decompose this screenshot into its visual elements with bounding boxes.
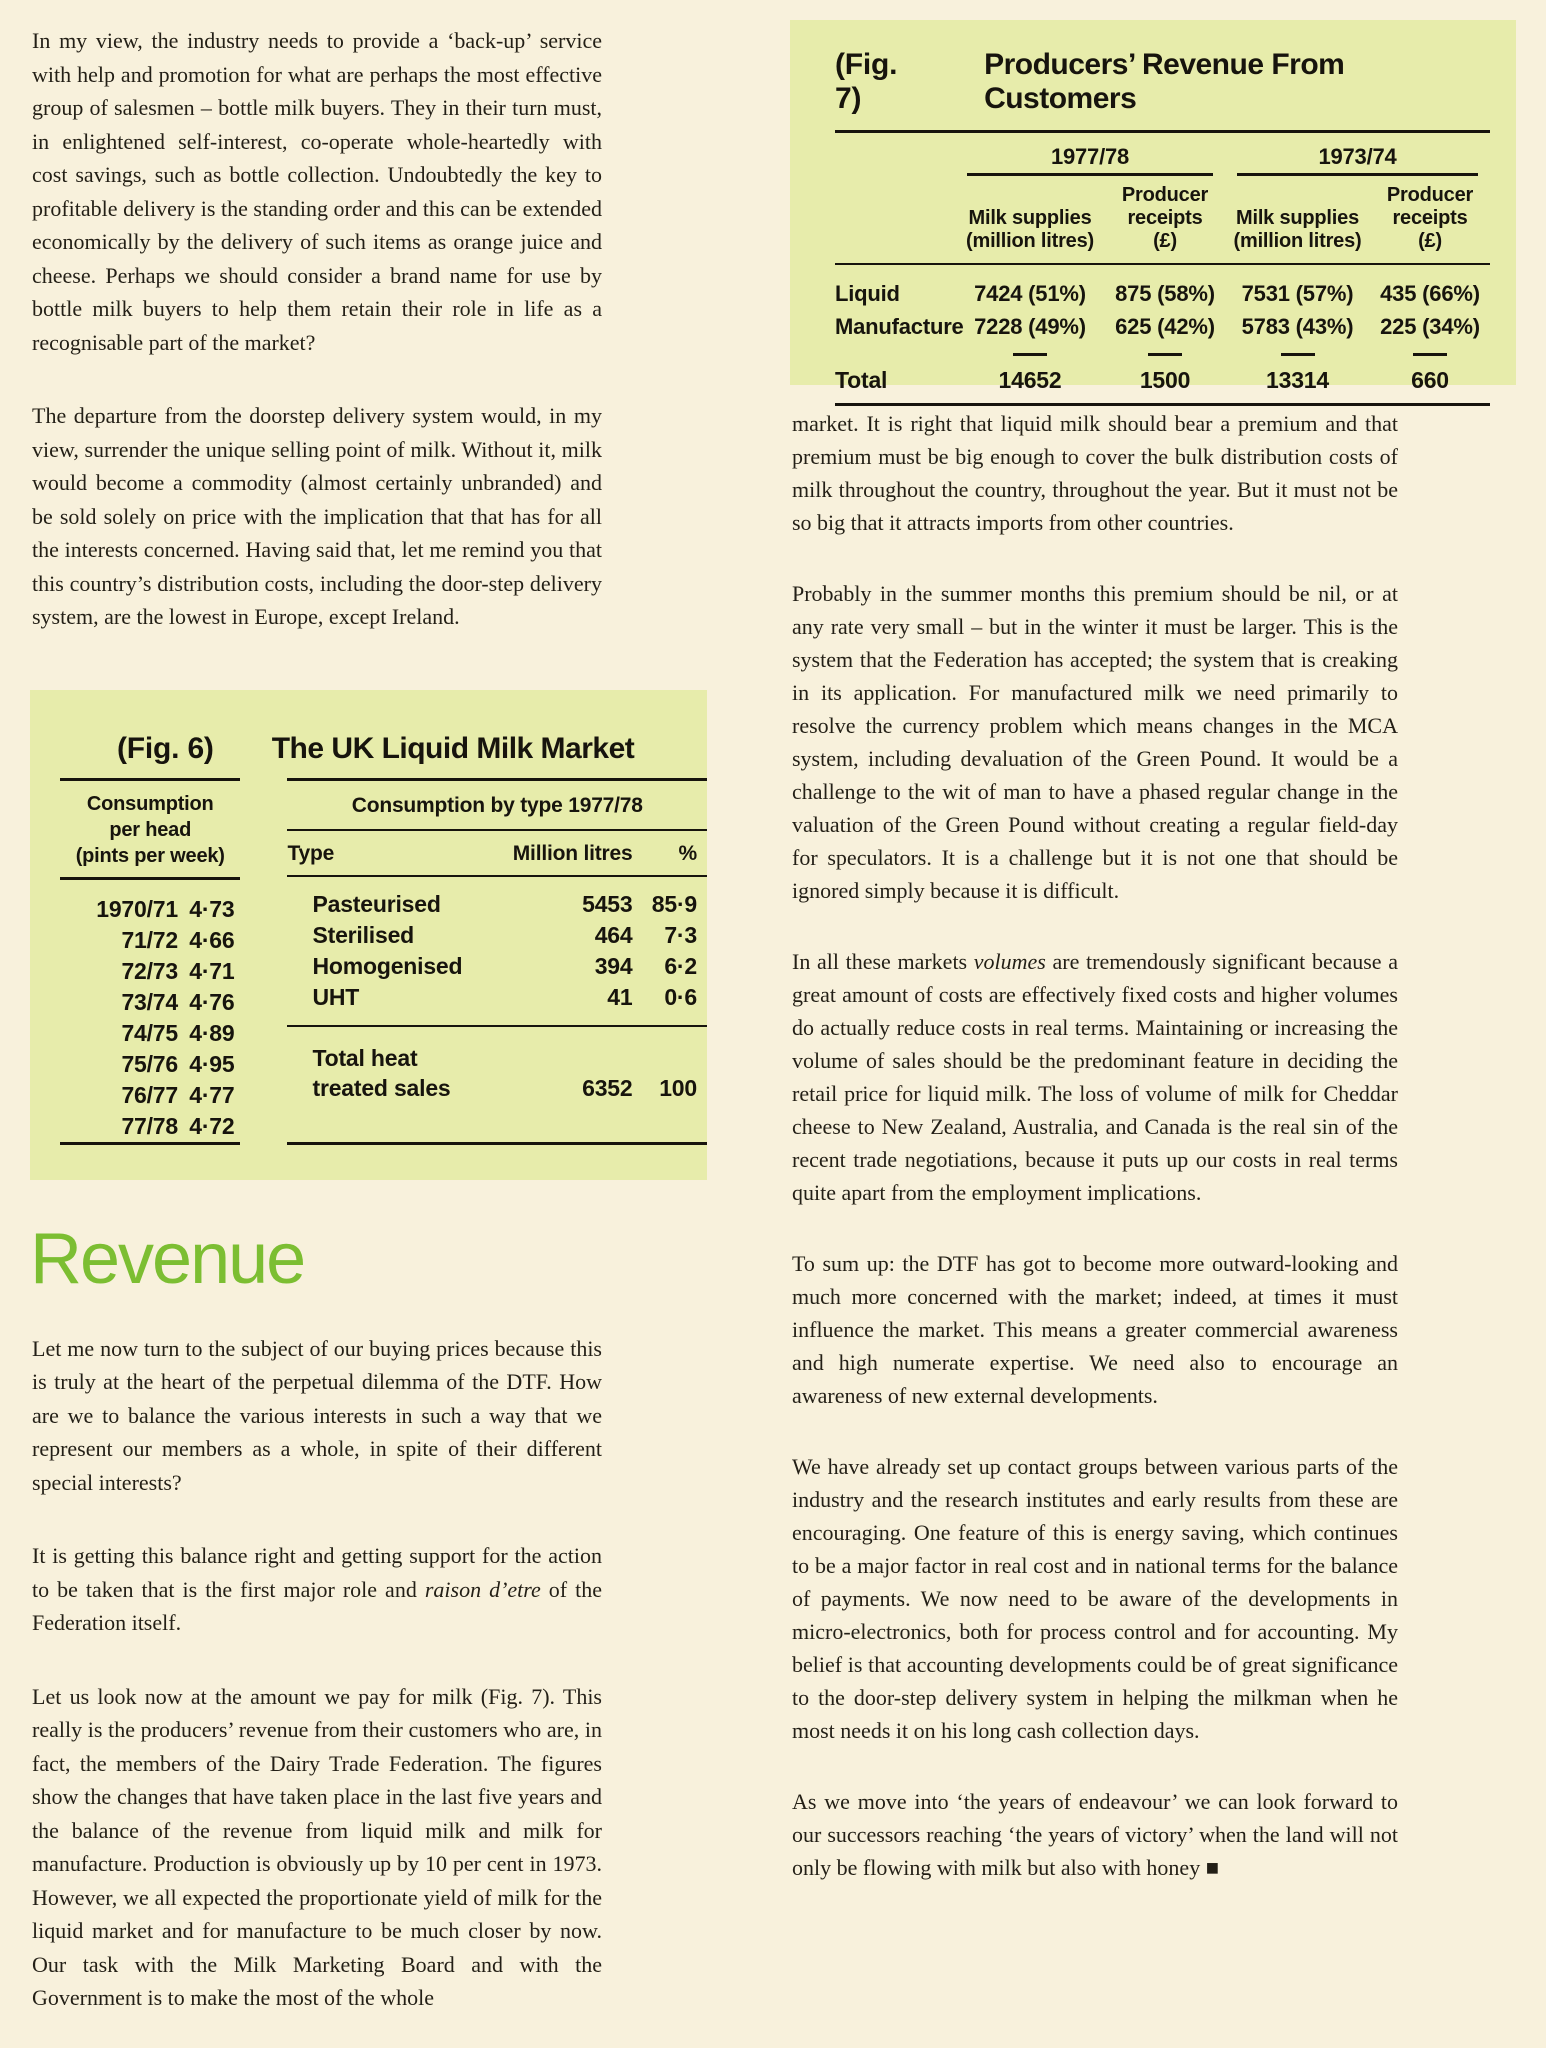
fig6-per-head-header: [60, 781, 240, 877]
value-cell: 7531 (57%): [1241, 281, 1354, 306]
fig6-title: The UK Liquid Milk Market: [271, 731, 635, 765]
year-cell: 76/77: [121, 1081, 178, 1108]
litres-cell: 5453: [582, 890, 633, 917]
table-row: [60, 1111, 240, 1142]
table-row: [287, 951, 707, 982]
value-cell: 7424 (51%): [974, 281, 1086, 306]
paragraph-summer-premium: Probably in the summer months this premium should be nil, or at any rate very small – but in the winter it must be larger. This is the system that the Federation has accepted; the system that is creaking in its application. For manufactured milk we need primarily to resolve the currency problem which means changes in the MCA system, including devaluation of the Green Pound. It would be a challenge to the wit of man to have a phased regular change in the valuation of the Green Pound without creating a regular field-day for speculators. It is a challenge but it is not one that should be ignored simply because it is difficult.: [792, 581, 1398, 903]
italic-segment: raison d’etre: [424, 1576, 541, 1602]
year-cell: 73/74: [121, 988, 178, 1015]
header-line: (£): [1153, 230, 1177, 252]
type-cell: Sterilised: [312, 921, 415, 948]
table-row: [60, 1049, 240, 1080]
type-cell: UHT: [312, 983, 360, 1010]
table-row: [60, 956, 240, 987]
fig6-total-row: [287, 1027, 707, 1117]
revenue-heading: Revenue: [30, 1218, 305, 1299]
paragraph-to-sum-up: To sum up: the DTF has got to become more outward-looking and much more concerned with the market; indeed, at times it must influence the market. This means a greater commercial awareness and high numerate expertise. We need also to encourage an awareness of new external developments.: [792, 1251, 1398, 1408]
paragraph-volumes: [792, 945, 1398, 1209]
column-header-type: Type: [287, 841, 335, 865]
rule: [835, 403, 1490, 406]
value-cell: 4·77: [189, 1081, 235, 1108]
pct-cell: 0·6: [664, 983, 697, 1010]
empty-cell: [835, 143, 955, 176]
total-pct: 100: [659, 1074, 697, 1101]
rule: [835, 130, 1490, 133]
group-header-1977-78: 1977/78: [967, 143, 1213, 176]
paragraph-years-of-endeavour: [792, 1785, 1398, 1884]
total-rule: [955, 349, 1105, 363]
header-line: Milk supplies: [968, 207, 1092, 229]
header-line: (£): [1418, 230, 1442, 252]
header-line: (million litres): [1233, 230, 1362, 252]
empty-cell: [835, 349, 955, 363]
value-cell: 435 (66%): [1380, 281, 1480, 306]
text-segment: In all these markets: [792, 949, 974, 974]
total-label-line: Total heat: [312, 1044, 418, 1071]
total-rule: [1105, 349, 1225, 363]
fig7-label: (Fig. 7): [835, 48, 898, 115]
column-header-milk-supplies: [955, 207, 1105, 253]
paragraph-doorstep-delivery: The departure from the doorstep delivery system would, in my view, surrender the unique selling point of milk. Without it, milk would become a commodity (almost certainly unbranded) and be sold solely on price with the implication that that has for all the interests concerned. Having said that, let me remind you that this country’s distribution costs, including the door-step delivery system, are the lowest in Europe, except Ireland.: [32, 403, 602, 629]
fig6-table: [30, 690, 707, 1180]
fig6-columns: [30, 778, 707, 1145]
header-line: (pints per week): [75, 844, 225, 867]
value-cell: 5783 (43%): [1241, 314, 1354, 339]
litres-cell: 464: [594, 921, 633, 948]
type-cell: Homogenised: [312, 952, 463, 979]
total-cell: 660: [1411, 367, 1449, 393]
year-cell: 72/73: [121, 957, 178, 984]
value-cell: 225 (34%): [1380, 314, 1480, 339]
rule: [287, 1142, 707, 1145]
total-cell: 13314: [1266, 367, 1329, 393]
total-cell: 1500: [1139, 367, 1191, 393]
row-label: Liquid: [835, 281, 900, 306]
value-cell: 4·73: [189, 895, 235, 922]
italic-segment: volumes: [973, 949, 1046, 974]
value-cell: 4·89: [189, 1019, 235, 1046]
table-row: [60, 894, 240, 925]
header-line: Producer: [1386, 184, 1474, 206]
fig6-title-row: [117, 732, 707, 766]
total-rule: [1225, 349, 1370, 363]
table-row: [835, 310, 1490, 343]
value-cell: 4·72: [189, 1112, 235, 1139]
left-column: [30, 0, 707, 2048]
fig6-by-type-rows: [287, 877, 707, 1025]
fig6-per-head-table: [60, 778, 240, 1145]
year-cell: 74/75: [121, 1019, 178, 1046]
header-line: per head: [109, 818, 192, 841]
rule: [60, 1142, 240, 1145]
pct-cell: 85·9: [651, 890, 697, 917]
fig7-title: Producers’ Revenue From Customers: [984, 48, 1345, 115]
rule: [835, 263, 1490, 265]
text-segment: are tremendously significant because a great amount of costs are effectively fixed costs and higher volumes do actually reduce costs in real terms. Maintaining or increasing the volume of sales should be the predominant feature in deciding the retail price for liquid milk. The loss of volume of milk for Cheddar cheese to New Zealand, Australia, and Canada is the real sin of the recent trade negotiations, because it puts up our costs in real terms quite apart from the employment implications.: [792, 949, 1398, 1205]
fig6-by-type-header: Consumption by type 1977/78: [351, 793, 643, 817]
fig7-title-row: [835, 48, 1490, 116]
value-cell: 4·66: [189, 926, 235, 953]
value-cell: 4·71: [189, 957, 235, 984]
header-line: receipts: [1127, 207, 1203, 229]
table-row: [60, 1080, 240, 1111]
group-header-1973-74: 1973/74: [1237, 143, 1478, 176]
total-litres: 6352: [582, 1074, 633, 1101]
type-cell: Pasteurised: [312, 890, 441, 917]
fig7-column-headers: [835, 184, 1490, 253]
value-cell: 4·76: [189, 988, 235, 1015]
pct-cell: 6·2: [664, 952, 697, 979]
year-cell: 75/76: [121, 1050, 178, 1077]
fig7-total-rules-row: [835, 349, 1490, 363]
litres-cell: 41: [607, 983, 633, 1010]
fig7-data-rows: [835, 277, 1490, 343]
total-label: Total: [835, 367, 888, 393]
table-row: [60, 1018, 240, 1049]
table-row: [835, 277, 1490, 310]
litres-cell: 394: [594, 952, 633, 979]
fig6-by-type-table: [287, 778, 707, 1145]
total-label-line: treated sales: [312, 1074, 451, 1101]
column-header-pct: %: [678, 841, 697, 865]
table-row: [60, 925, 240, 956]
total-cell: 14652: [998, 367, 1062, 393]
header-line: Consumption: [86, 792, 214, 815]
paragraph-contact-groups: We have already set up contact groups between various parts of the industry and the research institutes and early results from these are encouraging. One feature of this is energy saving, which continues to be a major factor in real cost and in national terms for the balance of payments. We now need to be aware of the developments in micro-electronics, both for process control and for accounting. My belief is that accounting developments could be of great significance to the door-step delivery system in helping the milkman when he most needs it on his long cash collection days.: [792, 1454, 1398, 1743]
paragraph-balance: [32, 1539, 602, 1640]
paragraph-backup-service: In my view, the industry needs to provide a ‘back-up’ service with help and promotion for what are perhaps the most effective group of salesmen – bottle milk buyers. They in their turn must, in enlightened self-interest, co-operate whole-heartedly with cost savings, such as bottle collection. Undoubtedly the key to profitable delivery is the standing order and this can be extended economically by the delivery of such items as orange juice and cheese. Perhaps we should consider a brand name for use by bottle milk buyers to help them retain their role in life as a recognisable part of the market?: [32, 28, 602, 355]
row-label: Manufacture: [835, 314, 964, 339]
value-cell: 875 (58%): [1115, 281, 1215, 306]
table-row: [287, 982, 707, 1013]
pct-cell: 7·3: [664, 921, 697, 948]
end-square-mark: ■: [1205, 1855, 1219, 1880]
fig6-label: (Fig. 6): [117, 731, 214, 765]
fig7-total-row: [835, 365, 1490, 395]
paragraph-premium: market. It is right that liquid milk should bear a premium and that premium must be big enough to cover the bulk distribution costs of milk throughout the country, throughout the year. But it must not be so big that it attracts imports from other countries.: [792, 411, 1398, 535]
fig6-column-headers: [287, 831, 707, 875]
year-cell: 71/72: [121, 926, 178, 953]
column-header-milk-supplies: [1225, 207, 1370, 253]
table-row: [287, 889, 707, 920]
value-cell: 625 (42%): [1115, 314, 1215, 339]
right-column: [790, 0, 1516, 1922]
text-segment: It is getting this balance right and getting support for the action to be taken that is the first major role and: [32, 1543, 602, 1602]
year-cell: 77/78: [121, 1112, 178, 1139]
header-line: Producer: [1121, 184, 1209, 206]
column-header-producer-receipts: [1105, 184, 1225, 253]
text-segment: As we move into ‘the years of endeavour’ we can look forward to our successors reaching ‘the years of victory’ when the land will not only be flowing with milk but also with honey: [792, 1789, 1398, 1880]
header-line: receipts: [1392, 207, 1468, 229]
paragraph-buying-prices: Let me now turn to the subject of our buying prices because this is truly at the heart of the perpetual dilemma of the DTF. How are we to balance the various interests in such a way that we represent our members as a whole, in spite of their different special interests?: [32, 1335, 602, 1495]
fig7-table: [790, 20, 1516, 393]
table-row: [60, 987, 240, 1018]
fig6-per-head-rows: [60, 880, 240, 1142]
total-label: [287, 1043, 487, 1103]
paragraph-amount-we-pay: Let us look now at the amount we pay for milk (Fig. 7). This really is the producers’ revenue from their customers who are, in fact, the members of the Dairy Trade Federation. The figures show the changes that have taken place in the last five years and the balance of the revenue from liquid milk and milk for manufacture. Production is obviously up by 10 per cent in 1973. However, we all expected the proportionate yield of milk for the liquid market and for manufacture to be much closer by now. Our task with the Milk Marketing Board and with the Government is to make the most of the whole: [32, 1683, 602, 2010]
column-header-producer-receipts: [1370, 184, 1490, 253]
value-cell: 7228 (49%): [974, 314, 1086, 339]
fig7-year-groups: [835, 143, 1490, 176]
value-cell: 4·95: [189, 1050, 235, 1077]
column-header-litres: Million litres: [512, 841, 633, 865]
year-cell: 1970/71: [96, 895, 178, 922]
table-row: [287, 920, 707, 951]
header-line: (million litres): [966, 230, 1094, 252]
text-segment: of the Federation itself.: [32, 1576, 603, 1635]
total-rule: [1370, 349, 1490, 363]
header-line: Milk supplies: [1236, 207, 1359, 229]
